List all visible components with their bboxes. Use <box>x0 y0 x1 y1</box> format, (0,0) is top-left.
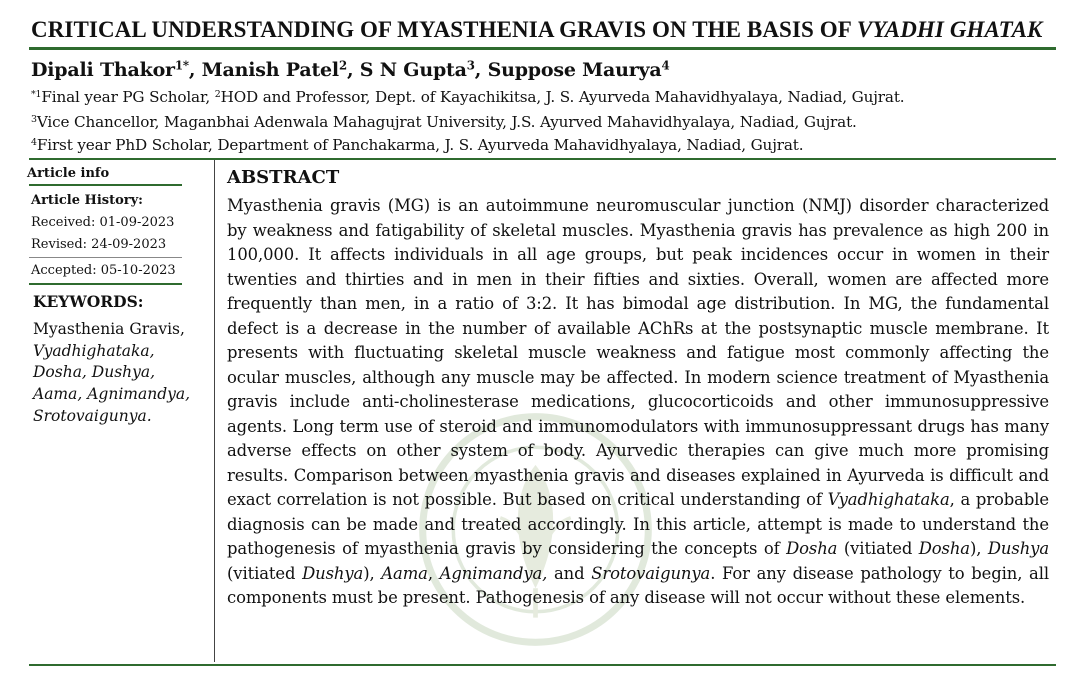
keywords-heading: KEYWORDS: <box>33 292 144 311</box>
keywords-list <box>33 319 213 428</box>
article-title-main: CRITICAL UNDERSTANDING OF MYASTHENIA GRAVIS ON THE BASIS OF <box>31 17 852 42</box>
author-list <box>31 59 669 81</box>
keyword-item: Myasthenia Gravis, <box>33 320 185 338</box>
keywords-rule <box>29 283 182 285</box>
keyword-item: Dosha, Dushya, <box>33 363 156 382</box>
author-mark: 3 <box>466 58 475 73</box>
abstract-text: (vitiated <box>227 563 303 583</box>
keyword-item: Aama, Agnimandya, <box>33 385 191 404</box>
affiliation-text: HOD and Professor, Dept. of Kayachikitsa, J. S. Ayurveda Mahavidhyalaya, Nadiad, Gujrat. <box>220 88 905 106</box>
received-date: Received: 01-09-2023 <box>31 215 175 230</box>
author-name: Dipali Thakor <box>31 59 175 81</box>
abstract-text: (vitiated <box>837 539 919 558</box>
article-info-rule <box>29 184 182 186</box>
abstract-heading: ABSTRACT <box>227 167 340 188</box>
accepted-date: Accepted: 05-10-2023 <box>31 263 176 278</box>
article-history-label: Article History: <box>31 193 143 208</box>
header-rule <box>29 158 1056 160</box>
abstract-italic-term: Agnimandya, <box>439 563 548 583</box>
author-name: Suppose Maurya <box>487 59 662 81</box>
footer-rule <box>29 664 1056 666</box>
article-title <box>31 17 1061 43</box>
column-divider <box>214 160 215 662</box>
affiliation-text: First year PhD Scholar, Department of Panchakarma, J. S. Ayurveda Mahavidhyalaya, Nadiad, Gujrat. <box>36 136 804 154</box>
affiliation-line <box>31 113 857 131</box>
abstract-italic-term: Aama <box>381 563 428 583</box>
abstract-text: , <box>427 563 440 583</box>
author-separator: , <box>474 59 488 81</box>
author-mark: 4 <box>661 58 670 73</box>
abstract-italic-term: Dosha <box>786 539 838 558</box>
author-name: S N Gupta <box>359 59 467 81</box>
abstract-italic-term: Dosha <box>918 539 970 558</box>
abstract-text: and <box>547 563 592 583</box>
abstract-text: , a probable diagnosis can be made and treated accordingly. In this article, attempt is made to understand the pathogenesis of myasthenia gravis by considering the concepts of <box>227 490 1049 558</box>
keyword-item: Srotovaigunya. <box>33 406 152 425</box>
affiliation-mark: 2 <box>214 88 221 100</box>
article-info-heading: Article info <box>27 166 110 181</box>
affiliation-text: Vice Chancellor, Maganbhai Adenwala Mahagujrat University, J.S. Ayurved Mahavidhyalaya, Nadiad, Gujrat. <box>36 113 857 131</box>
history-divider <box>29 257 182 258</box>
affiliation-line <box>31 88 904 106</box>
author-separator: , <box>346 59 360 81</box>
abstract-body <box>227 194 1049 664</box>
abstract-italic-term: Dushya <box>987 539 1049 558</box>
abstract-italic-term: Vyadhighataka <box>827 490 950 509</box>
affiliation-text: Final year PG Scholar, <box>41 88 215 106</box>
abstract-italic-term: Srotovaigunya <box>591 563 711 583</box>
abstract-text: ), <box>363 563 382 583</box>
affiliation-mark: 3 <box>31 113 37 125</box>
affiliation-mark: *1 <box>31 88 42 100</box>
abstract-text: Myasthenia gravis (MG) is an autoimmune neuromuscular junction (NMJ) disorder characterized by weakness and fatigability of skeletal muscles. Myasthenia gravis has prevalence as high 200 in 100,000. It affects individuals in all age groups, but peak incidences occur in women in their twenties and thirties and in men in their fifties and sixties. Overall, women are affected more frequently than men, in a ratio of 3:2. It has bimodal age distribution. In MG, the fundamental defect is a decrease in the number of available AChRs at the postsynaptic muscle membrane. It presents with fluctuating skeletal muscle weakness and fatigue most commonly affecting the ocular muscles, although any muscle may be affected. In modern science treatment of Myasthenia gravis include anti-cholinesterase medications, glucocorticoids and other immunosuppressive agents. Long term use of steroid and immunomodulators with immunosuppressant drugs has many adverse effects on other system of body. Ayurvedic therapies can give much more promising results. Comparison between myasthenia gravis and diseases explained in Ayurveda is difficult and exact correlation is not possible. But based on critical understanding of <box>227 196 1049 509</box>
author-mark: 1* <box>174 58 189 73</box>
revised-date: Revised: 24-09-2023 <box>31 237 167 252</box>
article-title-italic: VYADHI GHATAK <box>856 17 1043 42</box>
affiliation-mark: 4 <box>31 136 37 148</box>
keyword-item: Vyadhighataka, <box>33 341 155 360</box>
title-rule <box>29 47 1056 50</box>
author-mark: 2 <box>338 58 347 73</box>
abstract-text: ), <box>969 539 988 558</box>
author-separator: , <box>188 59 202 81</box>
abstract-italic-term: Dushya <box>302 563 364 583</box>
author-name: Manish Patel <box>201 59 339 81</box>
affiliation-line <box>31 136 803 154</box>
abstract-text: . For any disease pathology to begin, all components must be present. Pathogenesis of any disease will not occur without these elements. <box>227 563 1049 607</box>
